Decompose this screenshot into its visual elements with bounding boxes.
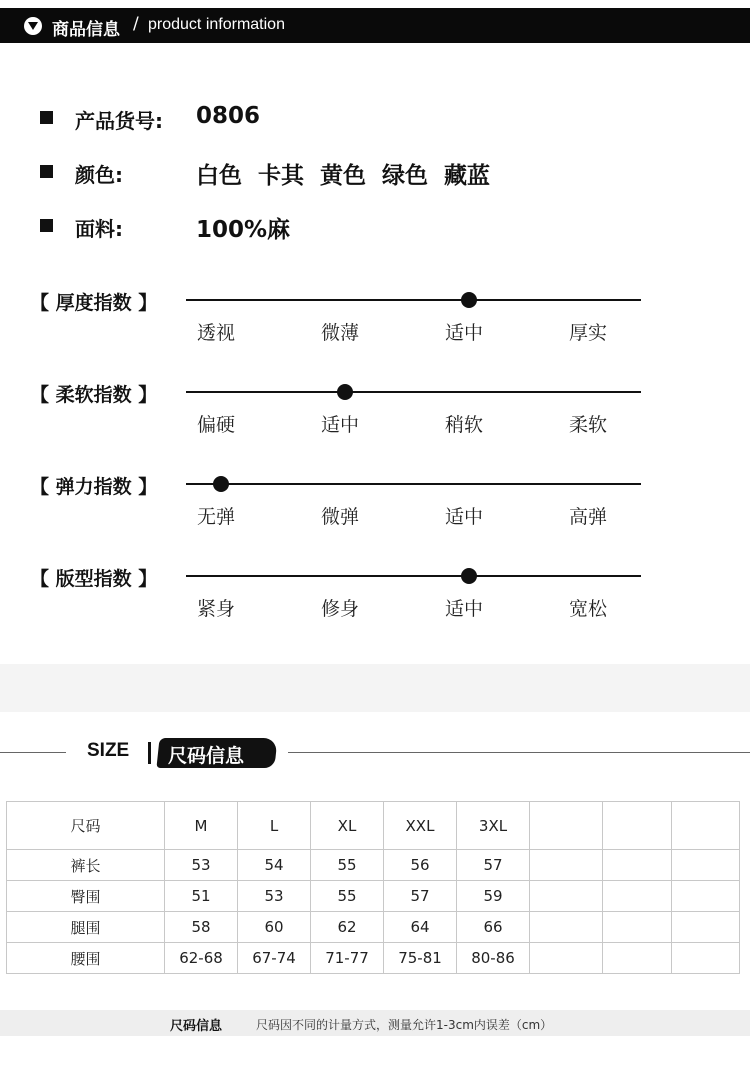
table-header-cell: L [238,802,311,850]
heart-shield-icon [24,17,42,35]
info-label: 产品货号: [75,109,163,133]
table-header-cell [672,802,740,850]
table-cell: 51 [165,881,238,912]
size-table [6,801,740,974]
index-title: 【 柔软指数 】 [30,384,158,406]
index-marker-dot [337,384,353,400]
index-title: 【 厚度指数 】 [30,292,158,314]
table-row [7,850,740,881]
info-label: 颜色: [75,163,123,187]
index-thickness [0,288,750,358]
index-softness [0,380,750,450]
header-title-cn: 商品信息 [52,20,120,40]
info-row-color [0,152,750,192]
table-cell: 66 [457,912,530,943]
table-cell [672,881,740,912]
index-option: 透视 [196,322,235,344]
index-marker-dot [213,476,229,492]
index-scale-line [186,483,641,485]
table-cell: 56 [384,850,457,881]
table-cell [530,881,603,912]
table-header-cell: M [165,802,238,850]
table-row-label: 裤长 [7,850,165,881]
table-cell: 53 [165,850,238,881]
index-option: 微薄 [320,322,359,344]
index-option: 适中 [444,598,483,620]
header-title-en: product information [148,16,285,33]
size-note-bar [0,1010,750,1036]
index-option: 适中 [320,414,359,436]
index-option: 厚实 [568,322,607,344]
table-header-cell: 3XL [457,802,530,850]
divider-line [288,752,750,753]
table-cell: 58 [165,912,238,943]
index-option: 适中 [444,506,483,528]
table-cell: 80-86 [457,943,530,974]
table-cell [530,850,603,881]
info-value: 白色 卡其 黄色 绿色 藏蓝 [196,163,491,189]
size-note-title: 尺码信息 [170,1019,223,1034]
index-title: 【 版型指数 】 [30,568,158,590]
table-header-cell [603,802,672,850]
bullet-square-icon [40,111,53,124]
table-cell [672,912,740,943]
size-title-cn: 尺码信息 [168,745,245,767]
index-option: 稍软 [444,414,483,436]
index-fit [0,564,750,634]
info-label: 面料: [75,217,123,241]
divider-line [0,752,66,753]
index-scale-line [186,299,641,301]
index-option: 微弹 [320,506,359,528]
table-cell [530,912,603,943]
table-cell: 67-74 [238,943,311,974]
index-option: 柔软 [568,414,607,436]
index-scale-line [186,575,641,577]
table-cell [603,850,672,881]
table-header-cell [530,802,603,850]
table-cell: 64 [384,912,457,943]
info-value: 0806 [196,103,261,129]
table-cell [603,912,672,943]
table-cell: 54 [238,850,311,881]
size-title-en: SIZE [87,740,130,761]
table-header-cell: 尺码 [7,802,165,850]
table-cell: 57 [384,881,457,912]
table-cell: 75-81 [384,943,457,974]
section-header [0,8,750,43]
divider-bar [148,742,151,764]
index-option: 修身 [320,598,359,620]
table-cell [603,881,672,912]
index-option: 紧身 [196,598,235,620]
table-row-label: 腰围 [7,943,165,974]
table-row-label: 腿围 [7,912,165,943]
index-title: 【 弹力指数 】 [30,476,158,498]
table-header-row [7,802,740,850]
table-header-cell: XL [311,802,384,850]
size-note-text: 尺码因不同的计量方式，测量允许1-3cm内误差（cm） [256,1018,553,1032]
table-header-cell: XXL [384,802,457,850]
table-cell: 60 [238,912,311,943]
index-scale-line [186,391,641,393]
info-row-item-number [0,98,750,138]
table-row [7,943,740,974]
table-cell: 62 [311,912,384,943]
table-cell [603,943,672,974]
index-marker-dot [461,568,477,584]
index-option: 偏硬 [196,414,235,436]
table-cell: 53 [238,881,311,912]
table-cell: 55 [311,881,384,912]
table-cell [672,850,740,881]
bullet-square-icon [40,219,53,232]
table-cell: 59 [457,881,530,912]
info-row-fabric [0,206,750,246]
table-cell [672,943,740,974]
table-cell: 57 [457,850,530,881]
header-separator: / [133,14,139,34]
index-option: 宽松 [568,598,607,620]
index-option: 无弹 [196,506,235,528]
table-cell: 62-68 [165,943,238,974]
table-row [7,881,740,912]
table-cell: 71-77 [311,943,384,974]
index-elasticity [0,472,750,542]
index-option: 适中 [444,322,483,344]
table-row-label: 臀围 [7,881,165,912]
table-cell: 55 [311,850,384,881]
table-cell [530,943,603,974]
bullet-square-icon [40,165,53,178]
index-marker-dot [461,292,477,308]
divider-band [0,664,750,712]
table-row [7,912,740,943]
index-option: 高弹 [568,506,607,528]
info-value: 100%麻 [196,217,291,243]
